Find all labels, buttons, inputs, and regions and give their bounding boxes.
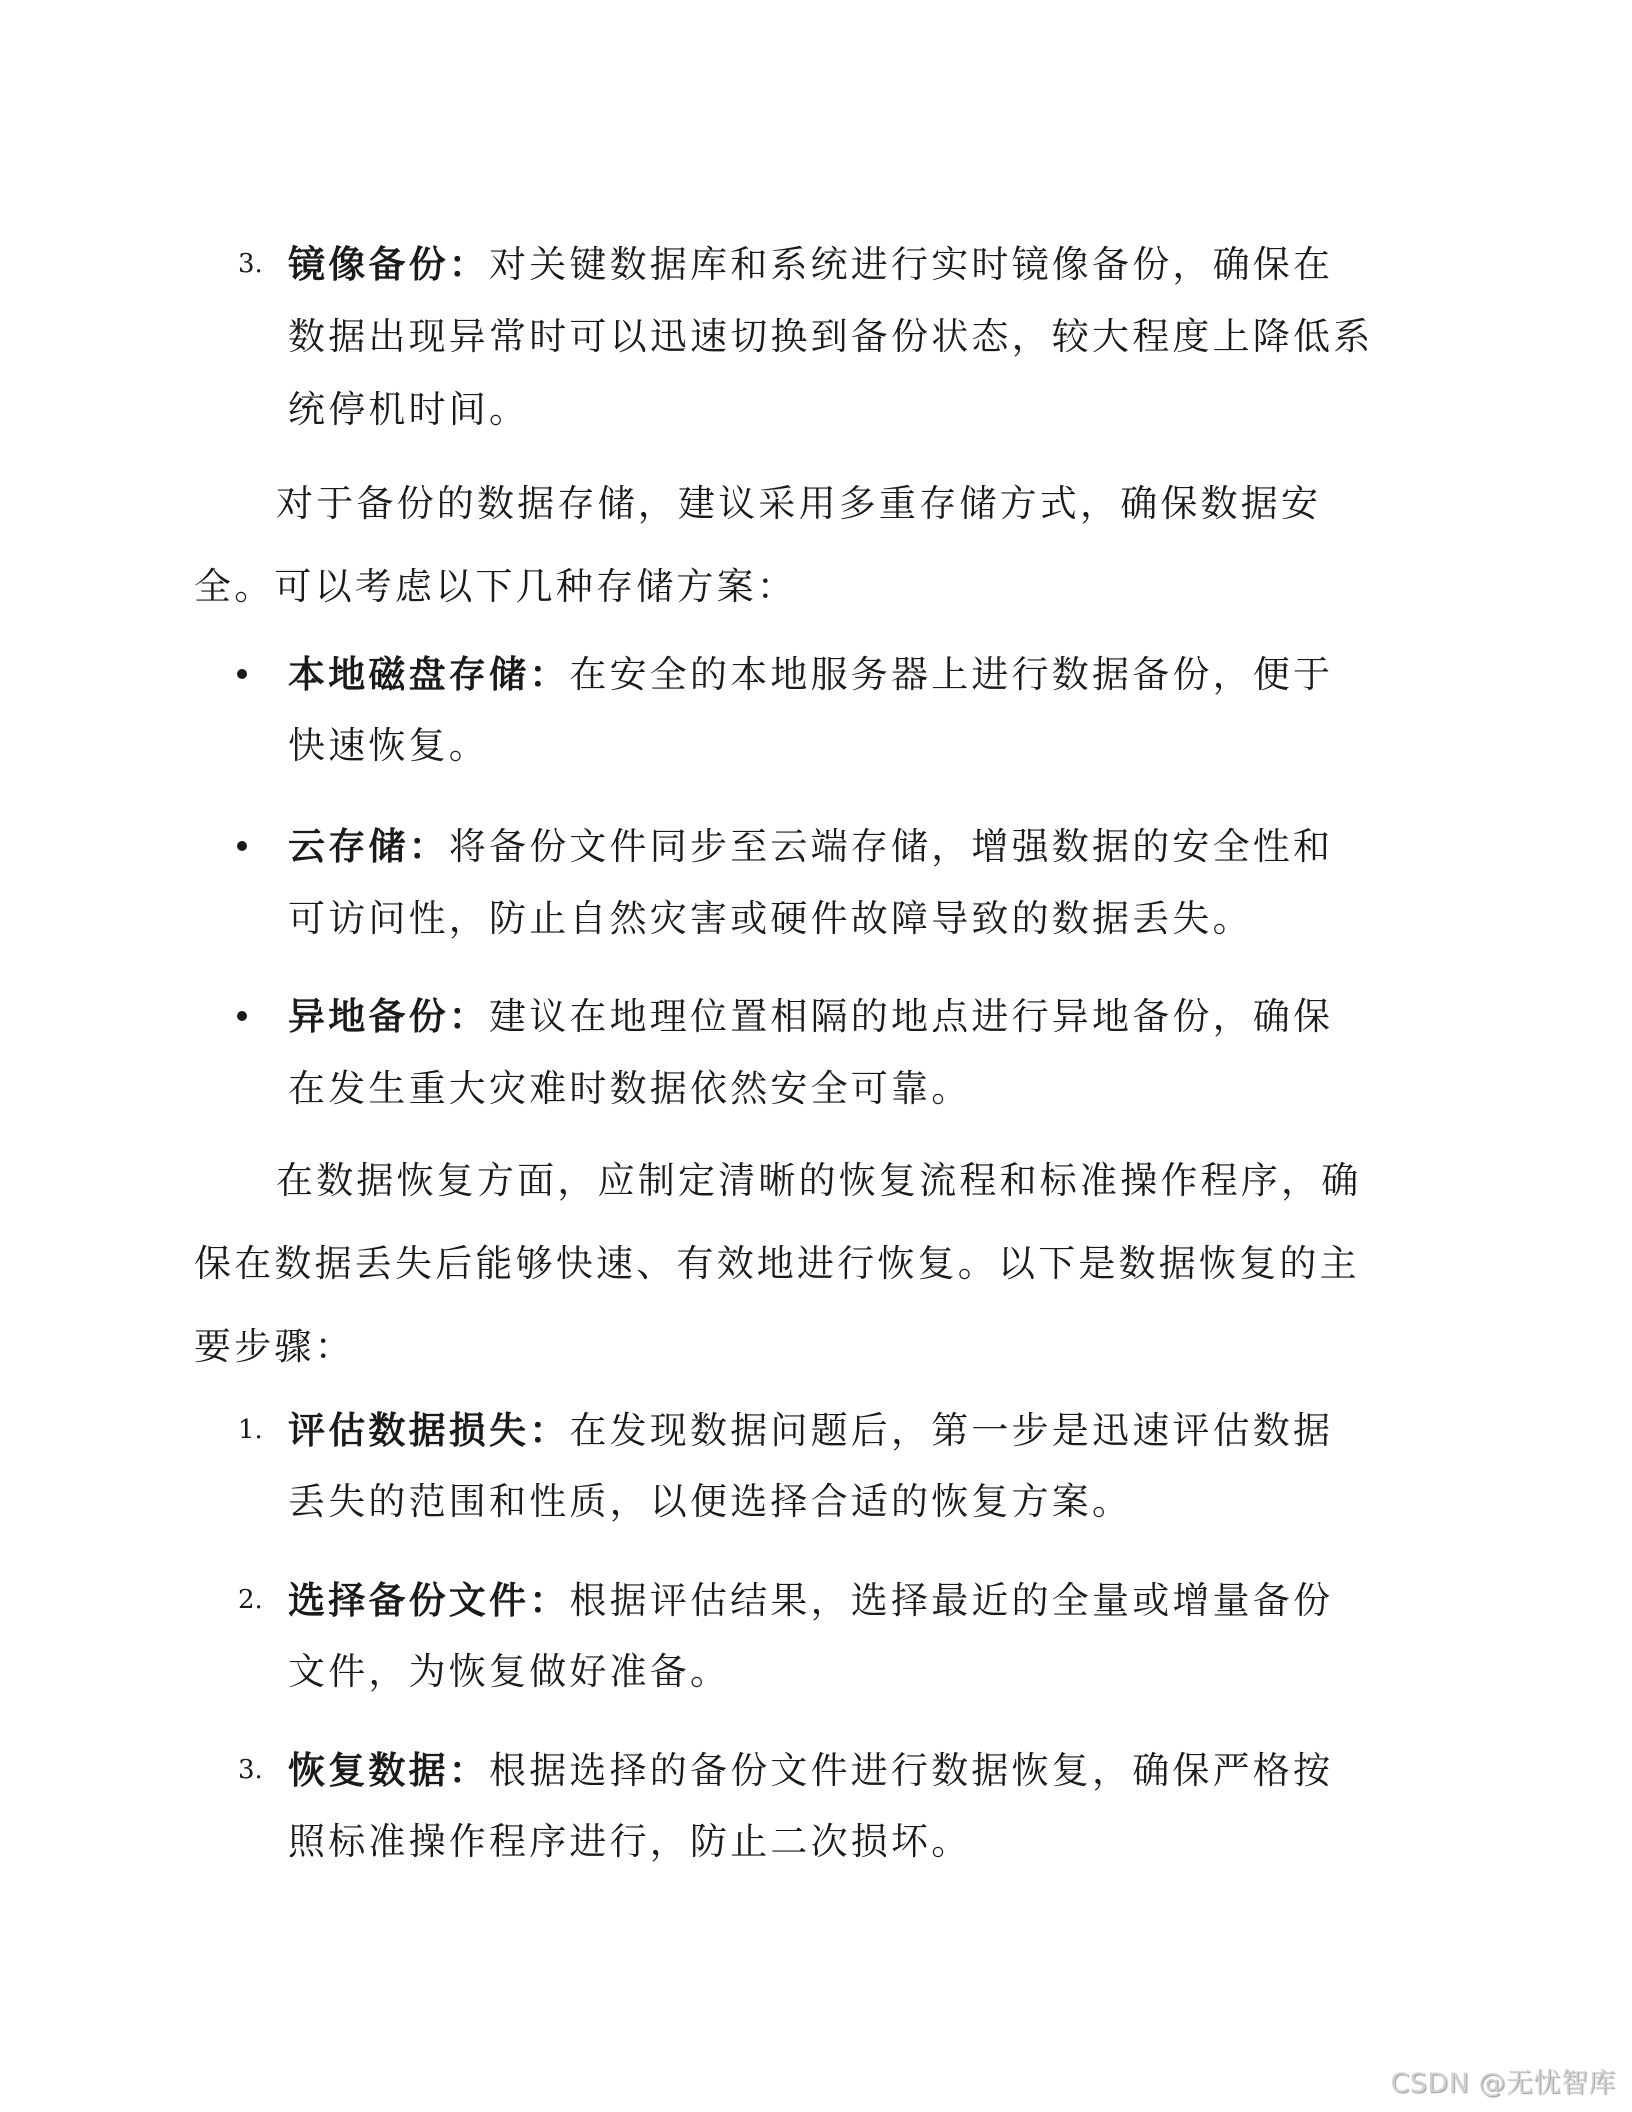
watermark: CSDN @无忧智库: [1390, 2068, 1616, 2099]
list-item-line: 丢失的范围和性质，以便选择合适的恢复方案。: [288, 1480, 1133, 1523]
list-item-line: 数据出现异常时可以迅速切换到备份状态，较大程度上降低系: [288, 315, 1374, 358]
list-item-text: 将备份文件同步至云端存储，增强数据的安全性和: [448, 825, 1334, 868]
list-item-title: 恢复数据：: [288, 1748, 489, 1792]
list-item-line: [288, 650, 1333, 699]
list-item-title: 异地备份：: [288, 994, 489, 1038]
list-item-line: 统停机时间。: [288, 388, 530, 431]
paragraph-line: 要步骤：: [194, 1325, 355, 1368]
list-item-title: 云存储：: [288, 824, 449, 868]
list-item-title: 选择备份文件：: [288, 1578, 570, 1622]
bullet-icon: [237, 669, 247, 679]
list-item-text: 根据评估结果，选择最近的全量或增量备份: [569, 1579, 1334, 1622]
list-marker: 2.: [238, 1585, 263, 1615]
bullet-icon: [237, 1011, 247, 1021]
list-item-text: 在安全的本地服务器上进行数据备份，便于: [569, 653, 1334, 696]
list-item-text: 建议在地理位置相隔的地点进行异地备份，确保: [489, 995, 1334, 1038]
list-item-line: 可访问性，防止自然灾害或硬件故障导致的数据丢失。: [288, 897, 1253, 940]
list-marker: 3.: [238, 1755, 263, 1785]
list-item-line: 在发生重大灾难时数据依然安全可靠。: [288, 1067, 972, 1110]
list-item-title: 评估数据损失：: [288, 1408, 570, 1452]
paragraph-line: 对于备份的数据存储，建议采用多重存储方式，确保数据安: [276, 482, 1322, 525]
list-item-text: 根据选择的备份文件进行数据恢复，确保严格按: [489, 1749, 1334, 1792]
paragraph-line: 在数据恢复方面，应制定清晰的恢复流程和标准操作程序，确: [276, 1159, 1362, 1202]
list-item-title: 本地磁盘存储：: [288, 652, 570, 696]
list-item-title: 镜像备份：: [288, 242, 489, 286]
list-item-text: 对关键数据库和系统进行实时镜像备份，确保在: [489, 243, 1334, 286]
list-item-line: 快速恢复。: [288, 724, 489, 767]
list-item-line: [288, 240, 1333, 289]
list-item-line: [288, 822, 1333, 871]
list-item-line: [288, 992, 1333, 1041]
list-item-line: [288, 1576, 1333, 1625]
list-item-line: 文件，为恢复做好准备。: [288, 1650, 731, 1693]
paragraph-line: 保在数据丢失后能够快速、有效地进行恢复。以下是数据恢复的主: [194, 1242, 1360, 1285]
list-marker: 3.: [238, 249, 263, 279]
list-marker: 1.: [238, 1415, 263, 1445]
list-item-line: [288, 1746, 1333, 1795]
list-item-line: 照标准操作程序进行，防止二次损坏。: [288, 1820, 972, 1863]
list-item-text: 在发现数据问题后，第一步是迅速评估数据: [569, 1409, 1334, 1452]
paragraph-line: 全。可以考虑以下几种存储方案：: [194, 565, 797, 608]
list-item-line: [288, 1406, 1333, 1455]
bullet-icon: [237, 841, 247, 851]
